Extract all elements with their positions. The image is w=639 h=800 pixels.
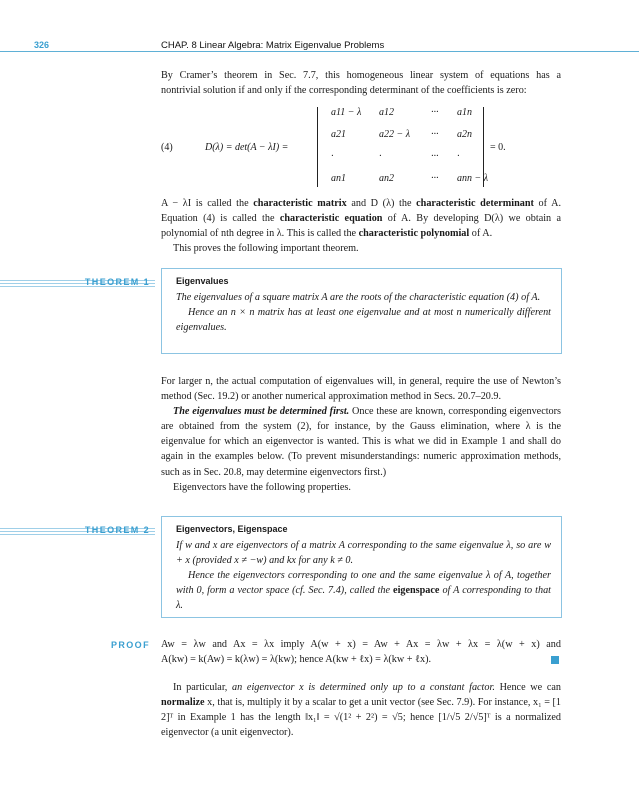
- page-number: 326: [34, 40, 50, 50]
- matrix-cell: a22 − λ: [379, 129, 411, 140]
- text-run: and D (λ) the: [346, 198, 417, 209]
- computation-text: For larger n, the actual computation of eigenvalues will, in general, require the use of Newton’s method (Sec. 19.2) or another numerical approximation method in Secs. 20.7–20.9.: [161, 376, 561, 403]
- equation-lhs: D(λ) = det(A − λI) =: [205, 142, 289, 153]
- proof-label: PROOF: [110, 640, 150, 650]
- determinant-left-bar: [317, 107, 318, 187]
- running-head: CHAP. 8 Linear Algebra: Matrix Eigenvalue Problems: [161, 40, 385, 51]
- theorem-1-corollary: Hence an n × n matrix has at least one eigenvalue and at most n numerically different eigenvalues.: [176, 307, 551, 333]
- theorem-1-box: [161, 268, 562, 354]
- emphasis-determine-first: The eigenvalues must be determined first.: [173, 406, 350, 418]
- matrix-cell: a1n: [457, 107, 472, 118]
- text-run: of A.: [469, 228, 493, 240]
- text-run: of A. By developing D(λ) we obtain a polynomial of nth degree in λ. This is called the: [161, 213, 561, 240]
- equation-number: (4): [161, 142, 173, 153]
- header-rule: [0, 51, 639, 52]
- normalization-text: [161, 680, 561, 740]
- intro-line-2: nontrivial solution if and only if the corresponding determinant of the coefficients is zero:: [161, 85, 527, 97]
- term-characteristic-determinant: characteristic determinant: [416, 198, 534, 209]
- text-run: A − λI is called the: [161, 198, 254, 209]
- term-normalize: normalize: [161, 697, 205, 709]
- theorem-1-statement: The eigenvalues of a square matrix A are the roots of the characteristic equation (4) of A.: [176, 292, 541, 303]
- term-characteristic-polynomial: characteristic polynomial: [358, 228, 470, 240]
- matrix-cell: a11 − λ: [331, 107, 362, 118]
- text-run: In particular,: [173, 682, 233, 693]
- matrix-cell: ···: [431, 173, 439, 184]
- theorem-2-body: [176, 538, 551, 613]
- normalization-paragraph: [161, 680, 561, 740]
- matrix-cell: ·: [457, 151, 460, 162]
- text-run: of A corresponding to that λ.: [176, 585, 551, 611]
- determine-first-text: [161, 404, 561, 479]
- theorem-1-label: THEOREM 1: [84, 277, 150, 287]
- text-run: of A. Equation (4) is called the: [161, 198, 562, 225]
- text-run: Once these are known, corresponding eigenvectors are obtained from the system (2), for instance, by the Gauss elimination, where λ is the eigenvalue for which an eigenvector is wanted. This is what we did in Example 1 and shall do again in the examples below. (To prevent misunderstandings: numeric approximation methods, such as in Sec. 20.8, may determine eigenvectors first.): [161, 406, 562, 478]
- proves-theorem-line: This proves the following important theorem.: [173, 243, 359, 255]
- proof-line-1: Aw = λw and Ax = λx imply A(w + x) = Aw + Ax = λw + λx = λ(w + x) and: [161, 639, 561, 650]
- matrix-cell: a21: [331, 129, 346, 140]
- text-run: x, that is, multiply it by a scalar to get a unit vector (see Sec. 7.9). For instance, x₁ = [1 2]ᵀ in Example 1 has the length ‖x₁‖ = √(1² + 2²) = √5; hence [1/√5 2/√5]ᵀ is a normalized eigenvector (a unit eigenvector).: [161, 697, 561, 739]
- matrix-cell: ···: [431, 107, 439, 118]
- matrix-cell: ann − λ: [457, 173, 489, 184]
- theorem-1-body: [176, 290, 551, 335]
- matrix-cell: a12: [379, 107, 394, 118]
- theorem-2-statement: If w and x are eigenvectors of a matrix A corresponding to the same eigenvalue λ, so are w + x (provided x ≠ −w) and kx for any k ≠ 0.: [176, 540, 551, 566]
- theorem-2-title: Eigenvectors, Eigenspace: [176, 524, 288, 534]
- theorem-2-eigenspace: [176, 568, 551, 613]
- matrix-cell: an1: [331, 173, 346, 184]
- text-run: Hence we can: [494, 682, 561, 693]
- matrix-cell: ···: [431, 151, 439, 162]
- intro-line-1: By Cramer’s theorem in Sec. 7.7, this homogeneous linear system of equations has a: [161, 70, 561, 81]
- proof-body: [161, 637, 561, 667]
- theorem-2-label: THEOREM 2: [84, 525, 150, 535]
- eigenvalue-computation-paragraph: [161, 374, 561, 495]
- equation-rhs: = 0.: [490, 142, 506, 153]
- matrix-cell: ·: [331, 151, 334, 162]
- characteristic-paragraph: [161, 196, 561, 256]
- matrix-cell: ·: [379, 151, 382, 162]
- emphasis-constant-factor: an eigenvector x is determined only up to a constant factor.: [232, 682, 495, 693]
- matrix-cell: a2n: [457, 129, 472, 140]
- equation-4: [161, 103, 561, 193]
- qed-square-icon: [551, 656, 559, 664]
- matrix-cell: an2: [379, 173, 394, 184]
- text-run: Hence the eigenvectors corresponding to one and the same eigenvalue λ of A, together with 0, form a vector space (cf. Sec. 7.4), called the: [176, 570, 551, 596]
- proof-line-2: A(kw) = k(Aw) = k(λw) = λ(kw); hence A(kw + ℓx) = λ(kw + ℓx).: [161, 654, 432, 666]
- term-eigenspace: eigenspace: [393, 585, 440, 596]
- theorem-1-title: Eigenvalues: [176, 276, 229, 286]
- matrix-cell: ···: [431, 129, 439, 140]
- eigenvector-properties-line: Eigenvectors have the following properties.: [173, 481, 351, 493]
- term-characteristic-matrix: characteristic matrix: [253, 198, 347, 209]
- characteristic-text: [161, 196, 561, 241]
- term-characteristic-equation: characteristic equation: [279, 213, 383, 225]
- intro-paragraph: [161, 68, 561, 98]
- theorem-2-box: [161, 516, 562, 618]
